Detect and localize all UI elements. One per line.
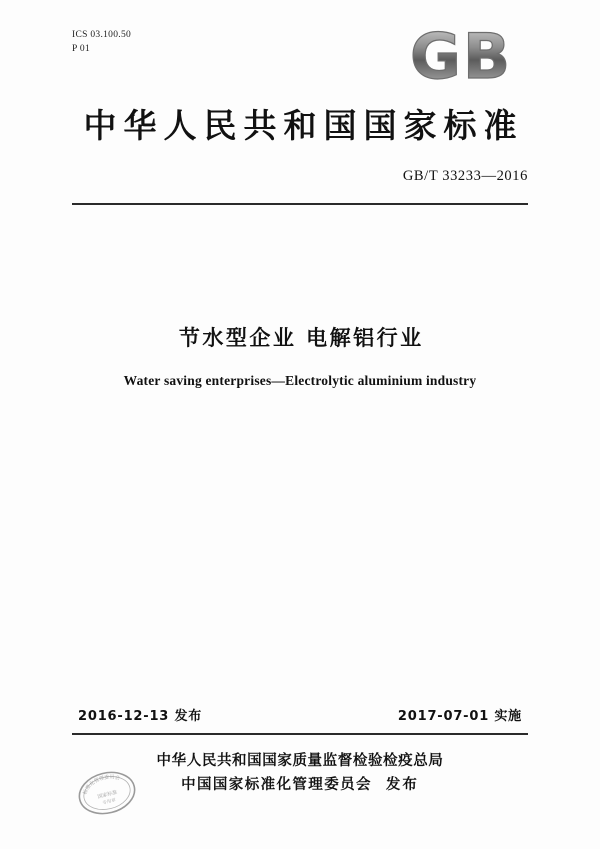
issue-date: 2016-12-13 发布 [78, 709, 203, 724]
classification-code: P 01 [72, 44, 91, 54]
document-title-cn: 节水型企业 电解铝行业 [178, 326, 424, 350]
svg-text:国家标准: 国家标准 [97, 789, 118, 801]
gb-emblem-icon [408, 26, 532, 88]
svg-text:专用章: 专用章 [102, 798, 117, 807]
official-seal-icon [76, 762, 138, 824]
publish-word: 发布 [385, 777, 419, 793]
svg-text:GB: GB [410, 26, 513, 88]
implementation-date: 2017-07-01 实施 [397, 709, 522, 724]
svg-text:标准化管理委员会: 标准化管理委员会 [82, 774, 121, 796]
publisher-line-1: 中华人民共和国国家质量监督检验检疫总局 [156, 753, 444, 769]
national-standard-heading: 中华人民共和国国家标准 [83, 106, 524, 145]
publisher-line-2: 中国国家标准化管理委员会 [181, 777, 372, 793]
document-title-en: Water saving enterprises—Electrolytic aluminium industry [123, 373, 477, 388]
standard-number: GB/T 33233—2016 [402, 168, 528, 184]
footer-divider [72, 733, 528, 735]
ics-code: ICS 03.100.50 [72, 30, 132, 40]
ics-code-block [72, 28, 131, 56]
header-divider [72, 203, 528, 205]
